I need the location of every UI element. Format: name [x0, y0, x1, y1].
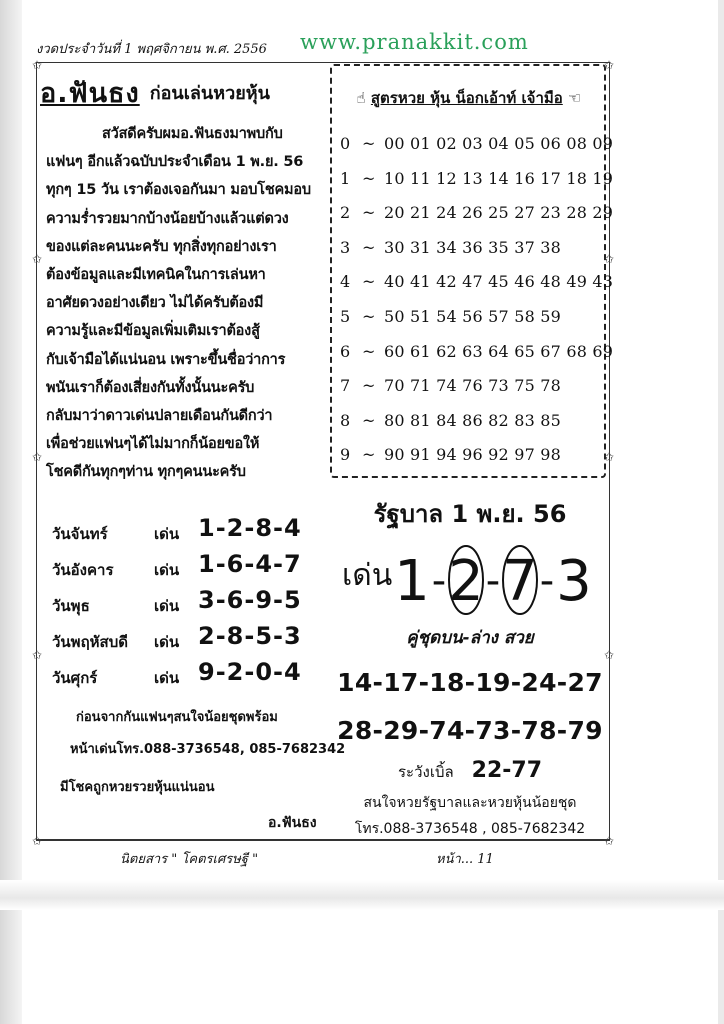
- formula-row: [340, 341, 614, 372]
- day-row: [52, 552, 332, 586]
- intro-line: โชคดีกันทุกๆท่าน ทุกๆคนนะครับ: [46, 464, 246, 481]
- website-watermark: www.pranakkit.com: [300, 30, 529, 54]
- star-icon: ✩: [32, 58, 43, 72]
- intro-line: ทุกๆ 15 วัน เราต้องเจอกันมา มอบโชคมอบ: [46, 182, 311, 199]
- highlight-digit: 2: [448, 549, 484, 614]
- day-row: [52, 516, 332, 550]
- star-icon: ✩: [604, 450, 615, 464]
- formula-title-text: สูตรหวย หุ้น น็อกเอ้าท์ เจ้ามือ: [370, 89, 563, 107]
- play-label: เด่น: [154, 633, 180, 651]
- intro-line: ความร่ำรวยมากบ้างน้อยบ้างแล้วแต่ดวง: [46, 210, 289, 227]
- lucky-numbers: 9-2-0-4: [198, 658, 302, 686]
- formula-digit: 3: [340, 237, 351, 257]
- phone-numbers: โทร.088-3736548 , 085-7682342: [354, 821, 586, 837]
- formula-values: 90 91 94 96 92 97 98: [384, 445, 562, 465]
- formula-row: [340, 238, 602, 268]
- star-icon: ✩: [32, 252, 43, 266]
- tilde-separator: ~: [362, 410, 376, 430]
- column-title: [40, 74, 325, 110]
- digit-dash: -: [539, 558, 555, 604]
- intro-line: ของแต่ละคนนะครับ ทุกสิ่งทุกอย่างเรา: [46, 238, 277, 255]
- signature: อ.ฟันธง: [268, 815, 317, 831]
- intro-line: กลับมาว่าดาวเด่นปลายเดือนกันดีกว่า: [46, 408, 273, 424]
- hand-icon: ☝: [356, 89, 366, 107]
- lucky-numbers: 1-2-8-4: [198, 514, 302, 542]
- magazine-name: นิตยสาร " โคตรเศรษฐี ": [120, 852, 259, 867]
- formula-row: [340, 134, 614, 164]
- formula-row: [340, 376, 602, 406]
- scan-bottom-shadow: [0, 880, 724, 910]
- tilde-separator: ~: [362, 237, 376, 257]
- formula-values: 80 81 84 86 82 83 85: [384, 410, 562, 430]
- luck-line: มีโชคถูกหวยรวยหุ้นแน่นอน: [60, 780, 215, 795]
- interest-note: สนใจหวยรัฐบาลและหวยหุ้นน้อยชุด: [363, 795, 577, 811]
- formula-digit: 7: [340, 376, 351, 396]
- formula-digit: 6: [340, 341, 351, 361]
- pair-set-line-1: 14-17-18-19-24-27: [337, 668, 603, 697]
- formula-row: [340, 411, 602, 441]
- tilde-separator: ~: [362, 203, 376, 223]
- intro-line: อาศัยดวงอย่างเดียว ไม่ได้ครับต้องมี: [46, 295, 264, 312]
- intro-line: ต้องข้อมูลและมีเทคนิคในการเล่นหา: [46, 267, 266, 283]
- play-label: เด่น: [154, 561, 180, 579]
- frame-bottom-rule: [36, 840, 610, 841]
- star-icon: ✩: [32, 648, 43, 662]
- day-name: วันจันทร์: [52, 525, 108, 543]
- formula-values: 00 01 02 03 04 05 06 08 09: [384, 134, 614, 153]
- digit-dash: -: [431, 558, 447, 604]
- formula-digit: 9: [340, 445, 351, 465]
- formula-digit: 1: [340, 168, 351, 188]
- intro-line: ความรู้และมีข้อมูลเพิ่มเติมเราต้องสู้: [46, 323, 260, 340]
- tilde-separator: ~: [362, 272, 376, 292]
- issue-date: งวดประจำวันที่ 1 พฤศจิกายน พ.ศ. 2556: [36, 42, 267, 57]
- star-icon: ✩: [604, 58, 615, 72]
- formula-digit: 4: [340, 272, 351, 292]
- tilde-separator: ~: [362, 168, 376, 188]
- highlight-digit: 1: [394, 549, 430, 614]
- author-name: อ.ฟันธง: [40, 77, 140, 109]
- tilde-separator: ~: [362, 134, 376, 153]
- highlight-digits: [340, 538, 610, 618]
- day-name: วันพุธ: [52, 597, 90, 615]
- day-row: [52, 660, 332, 694]
- formula-values: 10 11 12 13 14 16 17 18 19: [384, 168, 614, 188]
- tilde-separator: ~: [362, 376, 376, 396]
- government-draw-title: รัฐบาล 1 พ.ย. 56: [373, 500, 567, 528]
- formula-row: [340, 272, 614, 302]
- day-name: วันพฤหัสบดี: [52, 633, 128, 651]
- day-name: วันศุกร์: [52, 669, 98, 687]
- day-row: [52, 624, 332, 658]
- formula-row: [340, 203, 614, 233]
- highlight-digit: 7: [502, 549, 538, 614]
- column-subtitle: ก่อนเล่นหวยหุ้น: [149, 82, 270, 104]
- star-icon: ✩: [604, 252, 615, 266]
- formula-values: 50 51 54 56 57 58 59: [384, 307, 562, 326]
- formula-digit: 2: [340, 203, 351, 223]
- contact-line: หน้าเด่นโทร.088-3736548, 085-7682342: [70, 742, 346, 757]
- intro-line: กับเจ้ามือได้แน่นอน เพราะขึ้นชื่อว่าการ: [46, 351, 286, 368]
- closing-line: ก่อนจากกันแฟนๆสนใจน้อยชุดพร้อม: [76, 710, 278, 725]
- double-warning: [330, 758, 610, 784]
- star-icon: ✩: [604, 834, 615, 848]
- hand-icon: ☜: [568, 89, 582, 107]
- tilde-separator: ~: [362, 341, 376, 361]
- formula-row: [340, 445, 602, 475]
- lucky-numbers: 2-8-5-3: [198, 622, 302, 650]
- play-label: เด่น: [154, 597, 180, 615]
- pair-set-title: คู่ชุดบน-ล่าง สวย: [406, 628, 534, 648]
- pair-set-line-2: 28-29-74-73-78-79: [337, 716, 603, 745]
- digit-dash: -: [485, 558, 501, 604]
- intro-line: พนันเราก็ต้องเสี่ยงกันทั้งนั้นนะครับ: [46, 379, 255, 396]
- tilde-separator: ~: [362, 307, 376, 326]
- formula-digit: 0: [340, 134, 351, 153]
- highlight-digit: 3: [556, 549, 592, 614]
- play-label: เด่น: [154, 669, 180, 687]
- star-icon: ✩: [32, 450, 43, 464]
- intro-line: เพื่อช่วยแฟนๆได้ไม่มากก็น้อยขอให้: [46, 436, 260, 453]
- play-label: เด่น: [154, 525, 180, 543]
- intro-line: สวัสดีครับผมอ.ฟันธงมาพบกับ: [102, 126, 283, 142]
- double-value: 22-77: [471, 758, 543, 783]
- day-name: วันอังคาร: [52, 561, 114, 579]
- formula-values: 70 71 74 76 73 75 78: [384, 376, 562, 396]
- highlight-digit-graphic: [340, 538, 610, 618]
- formula-digit: 8: [340, 410, 351, 430]
- star-icon: ✩: [604, 648, 615, 662]
- double-label: ระวังเบิ้ล: [397, 763, 454, 781]
- day-row: [52, 588, 332, 622]
- page-number: หน้า... 11: [436, 852, 494, 867]
- scan-edge-shadow: [0, 0, 22, 1024]
- star-icon: ✩: [32, 834, 43, 848]
- scan-right-edge: [718, 0, 724, 1024]
- lucky-numbers: 3-6-9-5: [198, 586, 302, 614]
- formula-values: 60 61 62 63 64 65 67 68 69: [384, 341, 614, 361]
- lucky-numbers: 1-6-4-7: [198, 550, 302, 578]
- tilde-separator: ~: [362, 445, 376, 465]
- formula-digit: 5: [340, 307, 351, 326]
- intro-line: แฟนๆ อีกแล้วฉบับประจำเดือน 1 พ.ย. 56: [46, 154, 304, 171]
- formula-title: [338, 86, 600, 110]
- formula-values: 20 21 24 26 25 27 23 28 29: [384, 203, 614, 223]
- highlight-label: เด่น: [342, 558, 393, 593]
- formula-row: [340, 168, 614, 199]
- formula-values: 30 31 34 36 35 37 38: [384, 237, 562, 257]
- formula-values: 40 41 42 47 45 46 48 49 43: [384, 272, 614, 292]
- formula-row: [340, 307, 602, 337]
